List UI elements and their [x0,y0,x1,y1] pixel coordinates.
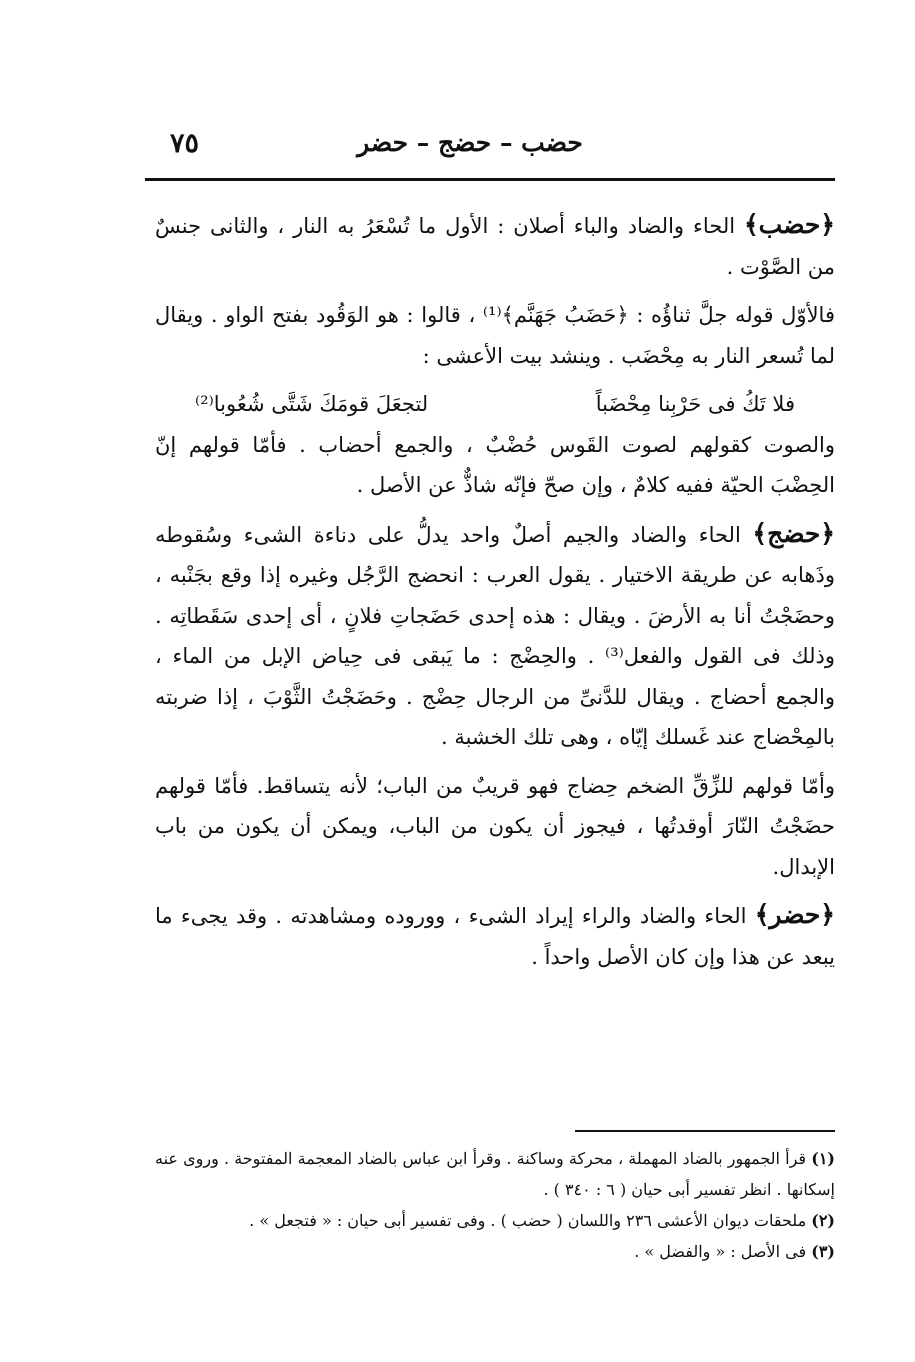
footnote-number: (٢) [811,1211,835,1230]
entry-text: الحاء والضاد والجيم أصلٌ واحد يدلُّ على دناءة الشىء وسُقوطه وذَهابه عن طريقة الاختيار . يقول العرب : انحضج الرَّجُل وغيره إذا وقع بجَنْبه ، وحضَجْتُ أنا به الأرضَ . ويقال : هذه إحدى حَضَجاتِ فلانٍ ، أى إحدى سَقَطاتِه . وذلك فى القول والفعل⁽³⁾ . والحِضْج : ما يَبقى فى حِياض الإبل من الماء ، والجمع أحضاج . ويقال للدَّنىِّ من الرجال حِضْج . وحَضَجْتُ الثَّوْبَ ، إذا ضربته بالمِحْضاج عند غَسلك إيّاه ، وهى تلك الخشبة . [155,522,836,749]
footnote [155,1236,835,1267]
entry-word: ﴿حضر﴾ [754,900,835,929]
footnote [155,1143,835,1205]
footnote-number: (٣) [811,1242,835,1261]
entry-paragraph: والصوت كقولهم لصوت القَوس حُضْبٌ ، والجمع أحضاب . فأمّا قولهم إنّ الحِضْبَ الحيّة ففيه كلامٌ ، وإن صحّ فإنّه شاذٌّ عن الأصل . [155,432,835,497]
entry-text: الحاء والضاد والباء أصلان : الأول ما تُسْعَرُ به النار ، والثانى جنسٌ من الصَّوْت . [155,214,835,279]
footnote-rule [575,1130,835,1132]
main-text [155,205,835,985]
entry-word: ﴿حضب﴾ [744,210,835,239]
running-head: حضب – حضج – حضر [357,128,583,157]
entry-paragraph: وأمّا قولهم للزِّقِّ الضخم حِضاج فهو قريبٌ من الباب؛ لأنه يتساقط. فأمّا قولهم حضَجْتُ النّارَ أوقدتُها ، فيجوز أن يكون من الباب، ويمكن أن يكون من باب الإبدال. [155,773,835,879]
footnote-text: ملحقات ديوان الأعشى ٢٣٦ واللسان ( حضب ) . وفى تفسير أبى حيان : « فتجعل » . [249,1211,807,1230]
entry-paragraph: فالأوّل قوله جلَّ ثناؤُه : ﴿حَضَبُ جَهَنَّم﴾⁽¹⁾ ، قالوا : هو الوَقُود بفتح الواو . ويقال لما تُسعر النار به مِحْضَب . وينشد بيت الأعشى : [155,303,835,368]
verse-line [155,384,835,425]
entry-paragraph [155,895,835,977]
entry-word: ﴿حضج﴾ [752,518,835,548]
header-rule [145,178,835,181]
verse-hemistich-second: لتجعَلَ قومَكَ شَتَّى شُعُوبا⁽²⁾ [195,392,429,416]
entry-paragraph [155,205,835,287]
verse-hemistich-first: فلا تَكُ فى حَرْبِنا مِحْضَباً [595,392,795,416]
entry-paragraph [155,514,835,758]
footnotes [155,1143,835,1267]
entry-text: الحاء والضاد والراء إيراد الشىء ، ووروده ومشاهدته . وقد يجىء ما يبعد عن هذا وإن كان الأصل واحداً . [155,904,835,969]
footnote-number: (١) [811,1149,835,1168]
page-number: ٧٥ [170,128,200,159]
footnote-text: قرأ الجمهور بالضاد المهملة ، محركة وساكنة . وقرأ ابن عباس بالضاد المعجمة المفتوحة . وروى عنه إسكانها . انظر تفسير أبى حيان ( ٦ : ٣٤٠ ) . [155,1149,835,1199]
footnote-text: فى الأصل : « والفضل » . [634,1242,807,1261]
footnote [155,1205,835,1236]
